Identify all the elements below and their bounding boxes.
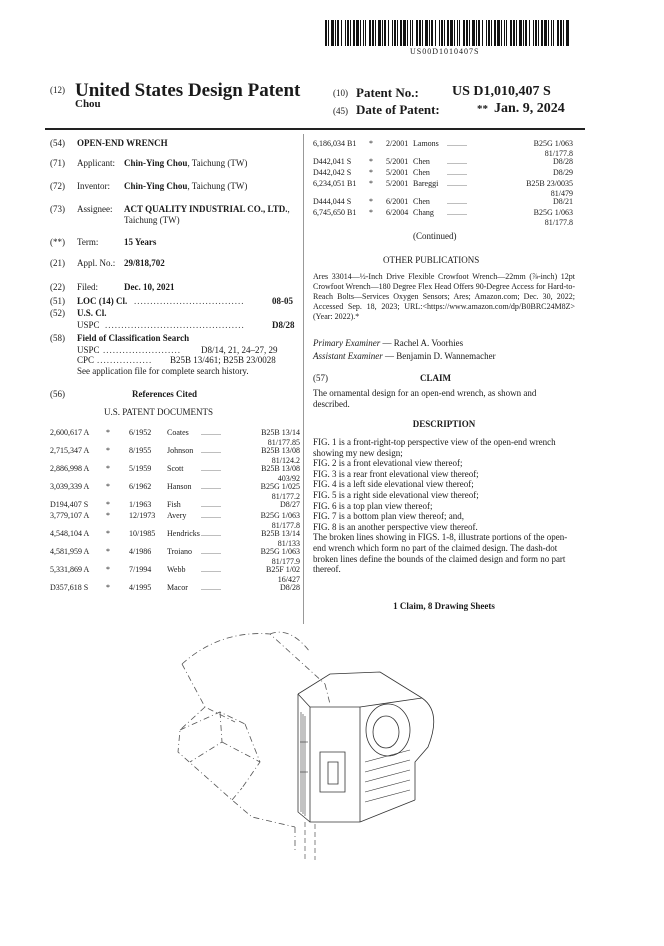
applicant-value: Chin-Ying Chou, Taichung (TW) — [124, 158, 248, 168]
reference-num: D442,041 S — [313, 157, 352, 166]
code-12: (12) — [50, 85, 65, 95]
reference-class: B25B 13/14 — [261, 428, 300, 437]
field-54-code: (54) — [50, 138, 65, 148]
reference-date: 2/2001 — [386, 139, 409, 148]
reference-class: B25G 1/063 — [260, 511, 300, 520]
reference-name: Hendricks — [167, 529, 200, 538]
reference-name: Chen — [413, 168, 430, 177]
reference-row: 5,331,869 A * 7/1994 Webb .......... B25F 1/02 — [50, 565, 300, 574]
field-52-code: (52) — [50, 308, 65, 318]
reference-class-secondary: 81/124.2 — [271, 456, 300, 465]
patent-date: Jan. 9, 2024 — [494, 101, 565, 116]
reference-date: 10/1985 — [129, 529, 156, 538]
reference-row: 2,886,998 A * 5/1959 Scott .......... B25B 13/08 — [50, 464, 300, 473]
reference-row: 2,600,617 A * 6/1952 Coates .......... B25B 13/14 — [50, 428, 300, 437]
filed-label: Filed: — [77, 282, 99, 292]
us-patent-docs-heading: U.S. PATENT DOCUMENTS — [104, 407, 214, 417]
reference-class-secondary: 81/177.8 — [544, 218, 573, 227]
reference-name: Coates — [167, 428, 189, 437]
reference-star: * — [369, 139, 373, 148]
reference-num: 3,039,339 A — [50, 482, 90, 491]
references-left-table — [50, 428, 300, 608]
field-57-code: (57) — [313, 373, 328, 383]
reference-num: 6,234,051 B1 — [313, 179, 357, 188]
reference-row: D357,618 S * 4/1995 Macor .......... D8/28 — [50, 583, 300, 592]
reference-class-secondary: 81/177.8 — [271, 521, 300, 530]
reference-star: * — [106, 482, 110, 491]
reference-star: * — [369, 208, 373, 217]
search-history-note: See application file for complete search history. — [77, 366, 249, 376]
reference-class-secondary: 81/177.85 — [267, 438, 300, 447]
references-right-table — [313, 139, 573, 229]
other-publications-text: Ares 33014—½-Inch Drive Flexible Crowfoot Wrench—22mm (⅞-inch) 12pt Crowfoot Wrench—180 Degree Flex Head Offers 90-Degree Access for Hard-to-Reach Bolts—Services Oxygen Sensors; Ares; Amazon.com; Dec. 30, 2022; Accessed Sep. 18, 2023; URL:<https://www.amazon.com/dp/B0BRC24M8Z> (Year: 2022).* — [313, 272, 575, 321]
description-line: FIG. 4 is a left side elevational view thereof; — [313, 479, 474, 490]
reference-date: 6/2004 — [386, 208, 409, 217]
field-73-code: (73) — [50, 204, 65, 214]
field-71-code: (71) — [50, 158, 65, 168]
reference-star: * — [106, 511, 110, 520]
loc-label: LOC (14) Cl. — [77, 296, 128, 306]
description-line: FIG. 2 is a front elevational view thereof; — [313, 458, 463, 469]
wrench-drawing — [160, 612, 450, 862]
reference-name: Webb — [167, 565, 186, 574]
reference-num: 6,186,034 B1 — [313, 139, 357, 148]
applicant-label: Applicant: — [77, 158, 115, 168]
claim-title: CLAIM — [420, 373, 451, 383]
reference-num: D444,044 S — [313, 197, 352, 206]
reference-name: Fish — [167, 500, 181, 509]
reference-name: Johnson — [167, 446, 194, 455]
header-rule — [45, 128, 585, 130]
reference-date: 5/2001 — [386, 168, 409, 177]
field-21-code: (21) — [50, 258, 65, 268]
reference-class-secondary: 81/177.8 — [544, 149, 573, 158]
reference-num: 4,581,959 A — [50, 547, 90, 556]
claim-text: The ornamental design for an open-end wrench, as shown and described. — [313, 388, 537, 409]
inventor-value: Chin-Ying Chou, Taichung (TW) — [124, 181, 248, 191]
reference-class-secondary: 81/177.2 — [271, 492, 300, 501]
reference-name: Lamons — [413, 139, 439, 148]
field-term-code: (**) — [50, 237, 65, 247]
reference-name: Scott — [167, 464, 184, 473]
references-title: References Cited — [132, 389, 198, 399]
reference-star: * — [106, 547, 110, 556]
description-line: FIG. 1 is a front-right-top perspective view of the open-end wrench showing my new design; — [313, 437, 556, 458]
reference-name: Macor — [167, 583, 188, 592]
reference-name: Bareggi — [413, 179, 439, 188]
reference-num: D194,407 S — [50, 500, 89, 509]
reference-class: B25G 1/063 — [533, 139, 573, 148]
us-cl-label: U.S. Cl. — [77, 308, 107, 318]
field-uspc-label: USPC — [77, 345, 100, 355]
reference-class: D8/28 — [553, 157, 573, 166]
field-72-code: (72) — [50, 181, 65, 191]
filed-value: Dec. 10, 2021 — [124, 282, 175, 292]
field-56-code: (56) — [50, 389, 65, 399]
reference-row-continued — [313, 218, 573, 228]
field-58-code: (58) — [50, 333, 65, 343]
patent-no-label: Patent No.: — [356, 85, 419, 100]
reference-class: B25B 23/0035 — [526, 179, 573, 188]
reference-class-secondary: 81/177.9 — [271, 557, 300, 566]
field-search-label: Field of Classification Search — [77, 333, 190, 343]
loc-value: 08-05 — [272, 296, 293, 306]
assignee-value: ACT QUALITY INDUSTRIAL CO., LTD., Taichung (TW) — [124, 204, 290, 225]
reference-class: D8/21 — [553, 197, 573, 206]
reference-class-secondary: 81/479 — [550, 189, 573, 198]
reference-date: 5/2001 — [386, 157, 409, 166]
inventor-surname: Chou — [75, 98, 101, 110]
reference-star: * — [106, 446, 110, 455]
reference-class: B25B 13/08 — [261, 446, 300, 455]
reference-class: D8/29 — [553, 168, 573, 177]
term-value: 15 Years — [124, 237, 157, 247]
appl-no-value: 29/818,702 — [124, 258, 165, 268]
reference-class: B25G 1/025 — [260, 482, 300, 491]
reference-name: Troiano — [167, 547, 193, 556]
reference-date: 1/1963 — [129, 500, 152, 509]
reference-name: Chang — [413, 208, 434, 217]
patent-type-title: United States Design Patent — [75, 80, 301, 101]
code-10: (10) — [333, 88, 348, 98]
date-marker: ** — [477, 103, 488, 115]
reference-date: 5/1959 — [129, 464, 152, 473]
reference-row: 6,186,034 B1 * 2/2001 Lamons .......... B25G 1/063 — [313, 139, 573, 148]
reference-class: B25F 1/02 — [265, 565, 300, 574]
reference-name: Avery — [167, 511, 187, 520]
barcode-number: US00D1010407S — [410, 47, 480, 56]
cpc-label: CPC — [77, 355, 95, 365]
reference-date: 6/2001 — [386, 197, 409, 206]
reference-num: D357,618 S — [50, 583, 89, 592]
reference-date: 5/2001 — [386, 179, 409, 188]
reference-row: D442,042 S * 5/2001 Chen .......... D8/29 — [313, 168, 573, 177]
cpc-value: B25B 13/461; B25B 23/0028 — [170, 355, 276, 365]
reference-row: 4,548,104 A * 10/1985 Hendricks .......... B25B 13/14 — [50, 529, 300, 538]
reference-num: 2,886,998 A — [50, 464, 90, 473]
reference-name: Chen — [413, 157, 430, 166]
reference-row: 6,234,051 B1 * 5/2001 Bareggi .......... B25B 23/0035 — [313, 179, 573, 188]
primary-examiner: Primary Examiner — Rachel A. Voorhies — [313, 338, 464, 348]
reference-date: 6/1962 — [129, 482, 152, 491]
reference-name: Hanson — [167, 482, 192, 491]
description-line: FIG. 6 is a top plan view thereof; — [313, 500, 433, 511]
reference-class: D8/27 — [280, 500, 300, 509]
description-line: FIG. 8 is an another perspective view thereof. — [313, 521, 478, 532]
uspc-label: USPC — [77, 320, 100, 330]
reference-date: 8/1955 — [129, 446, 152, 455]
date-label: Date of Patent: — [356, 102, 440, 117]
references-continued: (Continued) — [413, 231, 457, 241]
reference-num: D442,042 S — [313, 168, 352, 177]
reference-num: 5,331,869 A — [50, 565, 90, 574]
reference-row: 3,779,107 A * 12/1973 Avery .......... B25G 1/063 — [50, 511, 300, 520]
reference-class: B25B 13/08 — [261, 464, 300, 473]
reference-row: D442,041 S * 5/2001 Chen .......... D8/28 — [313, 157, 573, 166]
reference-star: * — [106, 565, 110, 574]
inventor-label: Inventor: — [77, 181, 110, 191]
description-line: FIG. 5 is a right side elevational view thereof; — [313, 489, 479, 500]
reference-class-secondary: 81/133 — [277, 539, 300, 548]
other-publications-title: OTHER PUBLICATIONS — [383, 255, 480, 265]
reference-star: * — [106, 529, 110, 538]
reference-class: B25B 13/14 — [261, 529, 300, 538]
reference-date: 4/1995 — [129, 583, 152, 592]
patent-no: US D1,010,407 S — [452, 84, 551, 99]
reference-class-secondary: 403/92 — [277, 474, 300, 483]
reference-row: 6,745,650 B1 * 6/2004 Chang .......... B25G 1/063 — [313, 208, 573, 217]
description-line: The broken lines showing in FIGS. 1-8, illustrate portions of the open-end wrench which form no part of the claimed design. The dash-dot broken lines define the bounds of the claimed design and form no part thereof. — [313, 532, 568, 575]
field-uspc-value: D8/14, 21, 24–27, 29 — [201, 345, 278, 355]
column-divider — [303, 134, 304, 624]
reference-star: * — [106, 428, 110, 437]
field-51-code: (51) — [50, 296, 65, 306]
description-line: FIG. 7 is a bottom plan view thereof; and, — [313, 511, 464, 522]
description-body — [313, 437, 578, 575]
reference-num: 6,745,650 B1 — [313, 208, 357, 217]
reference-row: 3,039,339 A * 6/1962 Hanson .......... B25G 1/025 — [50, 482, 300, 491]
code-45: (45) — [333, 106, 348, 116]
assignee-label: Assignee: — [77, 204, 113, 214]
uspc-value: D8/28 — [272, 320, 295, 330]
invention-title: OPEN-END WRENCH — [77, 138, 168, 148]
field-22-code: (22) — [50, 282, 65, 292]
reference-date: 7/1994 — [129, 565, 152, 574]
appl-no-label: Appl. No.: — [77, 258, 116, 268]
reference-star: * — [106, 500, 110, 509]
reference-row: D194,407 S * 1/1963 Fish .......... D8/27 — [50, 500, 300, 509]
reference-star: * — [369, 157, 373, 166]
description-line: FIG. 3 is a rear front elevational view thereof; — [313, 468, 479, 479]
assistant-examiner: Assistant Examiner — Benjamin D. Wannemacher — [313, 351, 496, 361]
barcode — [325, 20, 570, 46]
claims-summary: 1 Claim, 8 Drawing Sheets — [393, 601, 495, 611]
reference-row: D444,044 S * 6/2001 Chen .......... D8/21 — [313, 197, 573, 206]
reference-star: * — [369, 168, 373, 177]
description-title: DESCRIPTION — [412, 419, 476, 429]
reference-class-secondary: 16/427 — [277, 575, 300, 584]
reference-num: 4,548,104 A — [50, 529, 90, 538]
reference-date: 4/1986 — [129, 547, 152, 556]
reference-date: 6/1952 — [129, 428, 152, 437]
reference-row: 2,715,347 A * 8/1955 Johnson .......... B25B 13/08 — [50, 446, 300, 455]
reference-date: 12/1973 — [129, 511, 156, 520]
reference-class: B25G 1/063 — [260, 547, 300, 556]
reference-num: 3,779,107 A — [50, 511, 90, 520]
reference-num: 2,600,617 A — [50, 428, 90, 437]
reference-star: * — [106, 583, 110, 592]
reference-num: 2,715,347 A — [50, 446, 90, 455]
reference-name: Chen — [413, 197, 430, 206]
reference-class: B25G 1/063 — [533, 208, 573, 217]
reference-star: * — [106, 464, 110, 473]
reference-star: * — [369, 197, 373, 206]
reference-row: 4,581,959 A * 4/1986 Troiano .......... B25G 1/063 — [50, 547, 300, 556]
reference-star: * — [369, 179, 373, 188]
term-label: Term: — [77, 237, 99, 247]
reference-class: D8/28 — [280, 583, 300, 592]
